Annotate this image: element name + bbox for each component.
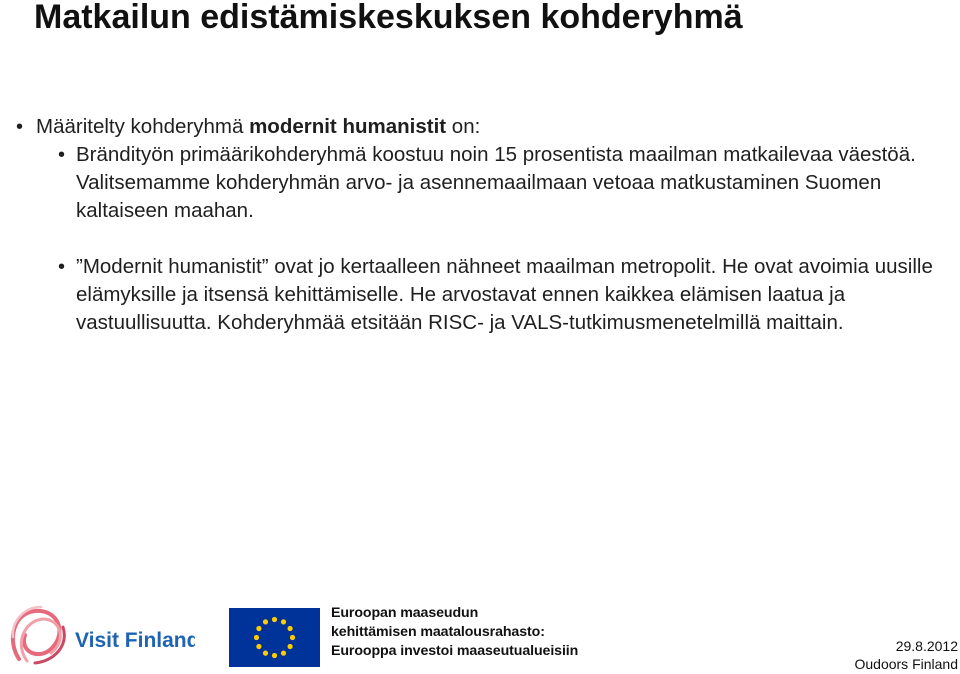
slide-title: Matkailun edistämiskeskuksen kohderyhmä <box>34 0 743 36</box>
footer-date: 29.8.2012 <box>895 638 958 654</box>
bullet-1-prefix: Määritelty kohderyhmä <box>36 115 250 138</box>
bullet-3-text: ”Modernit humanistit” ovat jo kertaalleen nähneet maailman metropolit. He ovat avoimia uusille elämyksille ja itsensä kehittämiselle. He arvostavat ennen kaikkea elämisen laatua ja vastuullisuutta. Kohderyhmää etsitään RISC- ja VALS-tutkimusmenetelmillä maittain. <box>76 255 933 334</box>
bullet-item-3 <box>16 253 951 337</box>
bullet-icon: • <box>58 144 66 166</box>
footer-date-org <box>854 637 958 673</box>
bullet-item-1 <box>16 113 951 141</box>
visit-finland-label: Visit Finland <box>75 629 195 652</box>
slide-content <box>16 113 951 337</box>
bullet-icon: • <box>16 116 24 138</box>
visit-finland-logo <box>5 601 195 667</box>
eu-text-line-3: Eurooppa investoi maaseutualueisiin <box>331 643 579 659</box>
visit-finland-swirl-icon <box>5 601 195 667</box>
eu-text-line-2: kehittämisen maatalousrahasto: <box>331 624 545 640</box>
eu-stars-icon <box>229 608 320 667</box>
eu-flag-icon <box>229 608 320 667</box>
footer-org: Oudoors Finland <box>854 656 958 672</box>
eu-fund-text <box>331 604 578 661</box>
bullet-2-text: Brändityön primäärikohderyhmä koostuu noin 15 prosentista maailman matkailevaa väestöä. Valitsemamme kohderyhmän arvo- ja asennemaailmaan vetoaa matkustaminen Suomen kaltaiseen maahan. <box>76 143 916 222</box>
eu-text-line-1: Euroopan maaseudun <box>331 605 479 621</box>
bullet-1-suffix: on: <box>446 115 481 138</box>
slide-footer <box>0 595 960 674</box>
bullet-1-bold: modernit humanistit <box>249 115 447 138</box>
bullet-item-2 <box>16 141 951 225</box>
bullet-icon: • <box>58 256 66 278</box>
